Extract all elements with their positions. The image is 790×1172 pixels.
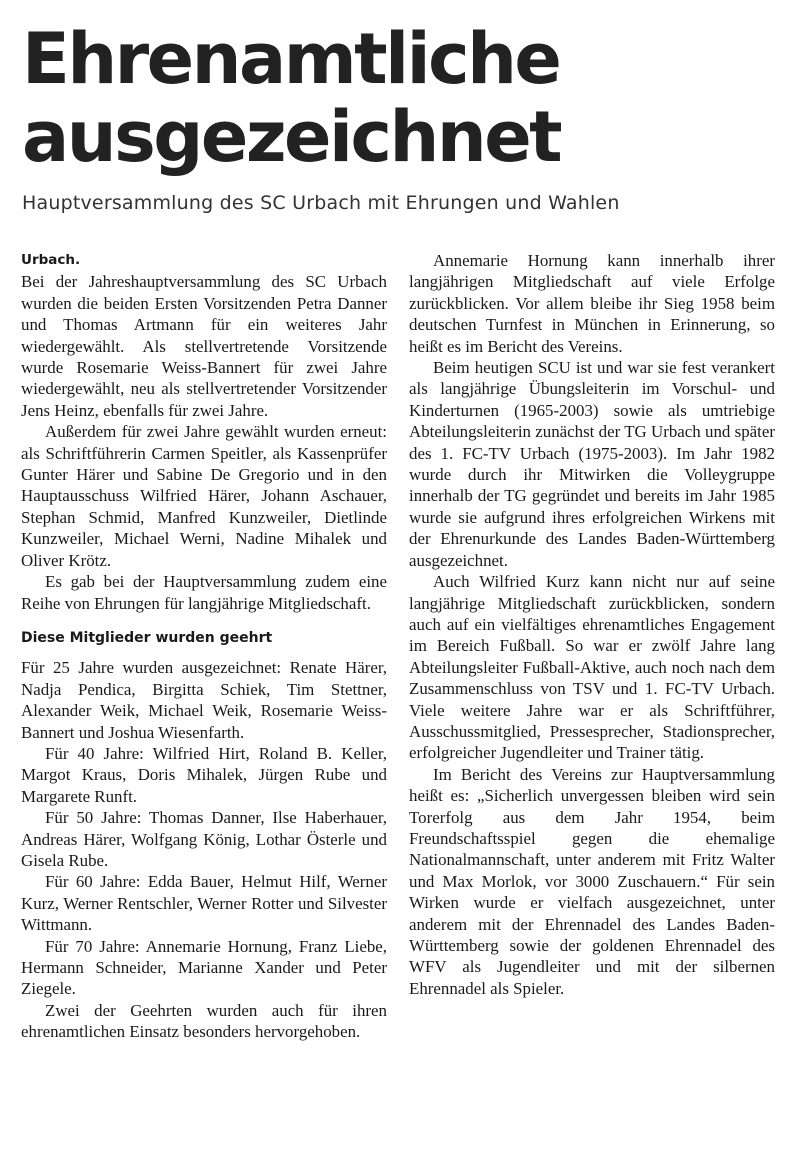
article-column-right [409,250,775,999]
article-column-left [21,250,387,1043]
paragraph: Für 25 Jahre wurden ausgezeichnet: Renate Härer, Nadja Pendica, Birgitta Schiek, Tim Stettner, Alexander Weik, Michael Weik, Rosemarie Weiss-Bannert und Joshua Wiesenfarth. [21,658,387,742]
paragraph: Beim heutigen SCU ist und war sie fest verankert als langjährige Übungsleiterin im Vorschul- und Kinderturnen (1965-2003) sowie als umtriebige Abteilungsleiterin zunächst der TG Urbach und später des 1. FC-TV Urbach (1975-2003). Im Jahr 1982 wurde durch ihr Mitwirken die Volleygruppe innerhalb der TG gegründet und bereits im Jahr 1985 wurde sie aufgrund ihres erfolgreichen Wirkens mit der Ehrenurkunde des Landes Baden-Württemberg ausgezeichnet. [409,358,775,570]
paragraph: Im Bericht des Vereins zur Hauptversammlung heißt es: „Sicherlich unvergessen bleiben wird sein Torerfolg aus dem Jahr 1954, beim Freundschaftsspiel gegen die ehemalige Nationalmannschaft, unter anderem mit Fritz Walter und Max Morlok, vor 3000 Zuschauern.“ Für sein Wirken wurde er vielfach ausgezeichnet, unter anderem mit der Ehrennadel des Landes Baden-Württemberg sowie der goldenen Ehrennadel des WFV als Jugendleiter und mit der silbernen Ehrennadel als Spieler. [409,764,775,998]
paragraph: Auch Wilfried Kurz kann nicht nur auf seine langjährige Mitgliedschaft zurückblicken, sondern auch auf ein vielfältiges ehrenamtliches Engagement im Bereich Fußball. So war er zwölf Jahre lang Abteilungsleiter Fußball-Aktive, auch noch nach dem Zusammenschluss von TSV und 1. FC-TV Urbach. Viele weitere Jahre war er als Schriftführer, Ausschussmitglied, Pressesprecher, Stadionsprecher, erfolgreicher Jugendleiter und Trainer tätig. [409,572,775,763]
paragraph: Für 60 Jahre: Edda Bauer, Helmut Hilf, Werner Kurz, Werner Rentschler, Werner Rotter und Silvester Wittmann. [21,872,387,935]
paragraph: Für 50 Jahre: Thomas Danner, Ilse Haberhauer, Andreas Härer, Wolfgang König, Lothar Österle und Gisela Rube. [21,808,387,870]
subheadline: Hauptversammlung des SC Urbach mit Ehrungen und Wahlen [22,192,620,214]
paragraph: Es gab bei der Hauptversammlung zudem eine Reihe von Ehrungen für langjährige Mitgliedschaft. [21,572,387,613]
section-heading: Diese Mitglieder wurden geehrt [21,629,273,646]
headline-line-1: Ehrenamtliche [22,18,560,100]
headline [22,20,560,176]
paragraph: Für 70 Jahre: Annemarie Hornung, Franz Liebe, Hermann Schneider, Marianne Xander und Peter Ziegele. [21,936,387,999]
paragraph: Für 40 Jahre: Wilfried Hirt, Roland B. Keller, Margot Kraus, Doris Mihalek, Jürgen Rube und Margarete Runft. [21,743,387,806]
dateline: Urbach. [21,252,81,268]
paragraph: Außerdem für zwei Jahre gewählt wurden erneut: als Schriftführerin Carmen Speitler, als Kassenprüfer Gunter Härer und Sabine De Gregorio und in den Hauptausschuss Wilfried Härer, Johann Aschauer, Stephan Schmid, Manfred Kunzweiler, Dietlinde Kunzweiler, Michael Werni, Nadine Mihalek und Oliver Krötz. [21,422,387,570]
paragraph: Annemarie Hornung kann innerhalb ihrer langjährigen Mitgliedschaft auf viele Erfolge zurückblicken. Vor allem bleibe ihr Sieg 1958 beim deutschen Turnfest in München in Erinnerung, so heißt es im Bericht des Vereins. [409,251,775,356]
paragraph: Bei der Jahreshauptversammlung des SC Urbach wurden die beiden Ersten Vorsitzenden Petra Danner und Thomas Artmann für ein weiteres Jahr wiedergewählt. Als stellvertretende Vorsitzende wurde Rosemarie Weiss-Bannert für zwei Jahre wiedergewählt, neu als stellvertretender Vorsitzender Jens Heinz, ebenfalls für zwei Jahre. [21,272,387,420]
paragraph: Zwei der Geehrten wurden auch für ihren ehrenamtlichen Einsatz besonders hervorgehoben. [21,1000,387,1042]
headline-line-2: ausgezeichnet [22,96,561,178]
